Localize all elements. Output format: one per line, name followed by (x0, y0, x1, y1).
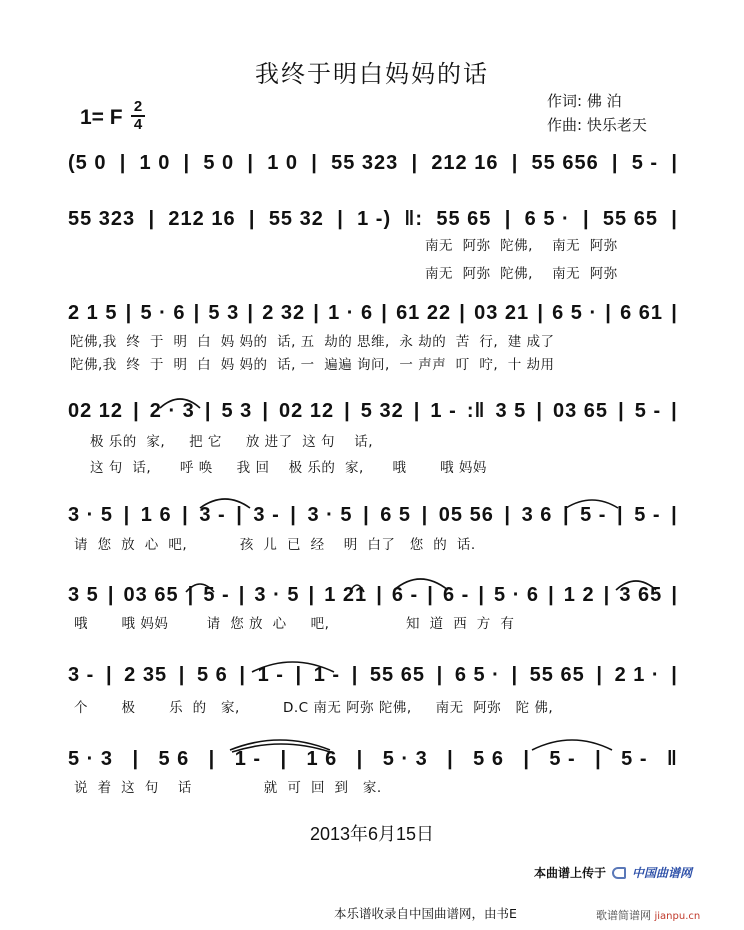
measure-notes: 5 - (634, 504, 661, 526)
bar-line: | (671, 208, 678, 230)
bar-line: | (187, 584, 195, 606)
bar-line: | (356, 748, 364, 770)
bar-line: | (671, 504, 678, 526)
bar-line: ‖: (404, 208, 424, 230)
bar-line: | (618, 400, 625, 422)
bar-line: | (107, 584, 115, 606)
measure-notes: 5 6 (158, 748, 190, 770)
song-title: 我终于明白妈妈的话 (255, 60, 489, 88)
measure-notes: 1 - (234, 748, 262, 770)
lyric-line: 陀佛,我 终 于 明 白 妈 妈的 话, 一 遍遍 询问, 一 声声 叮 咛, 十 劫用 (70, 357, 555, 373)
measure-notes: 1 0 (139, 152, 171, 174)
upload-credit (534, 864, 692, 881)
bar-line: | (536, 400, 543, 422)
bar-line: :‖ (466, 400, 486, 422)
bar-line: | (421, 504, 429, 526)
measure-notes: 55 323 (68, 208, 136, 230)
measure-notes: 3 5 (68, 584, 99, 606)
measure-notes: 2 · 3 (149, 400, 195, 422)
footer-watermark (596, 907, 700, 923)
key-signature: 1= F (80, 106, 123, 129)
measure-notes: 5 · 6 (494, 584, 540, 606)
measure-notes: 3 · 5 (68, 504, 114, 526)
bar-line: | (617, 504, 624, 526)
measure-notes: 3 5 (495, 400, 527, 422)
measure-notes: 2 1 · (614, 664, 660, 686)
measure-notes: 5 - (621, 748, 648, 770)
bar-line: | (671, 400, 678, 422)
bar-line: ‖ (666, 748, 678, 770)
lyric-line: 请 您 放 心 吧, 孩 儿 已 经 明 白了 您 的 话. (74, 537, 476, 553)
measure-notes: 1 6 (306, 748, 338, 770)
measure-notes: 6 61 (620, 302, 664, 324)
bar-line: | (413, 400, 421, 422)
meter-bottom: 4 (133, 116, 143, 133)
measure-notes: 5 3 (221, 400, 253, 422)
bar-line: | (238, 584, 246, 606)
bar-line: | (504, 208, 512, 230)
watermark-site: jianpu.cn (654, 911, 701, 922)
measure-notes: 3 6 (521, 504, 553, 526)
bar-line: | (208, 748, 216, 770)
lyricist-credit: 作词: 佛 泊 (547, 92, 622, 110)
bar-line: | (132, 748, 140, 770)
notation-row (68, 748, 678, 771)
measure-notes: 03 65 (123, 584, 179, 606)
measure-notes: 5 3 (208, 302, 240, 324)
bar-line: | (447, 748, 454, 770)
notation-row (68, 208, 678, 231)
footer-source-note: 本乐谱收录自中国曲谱网，由书E (334, 906, 517, 921)
bar-line: | (504, 504, 512, 526)
bar-line: | (148, 208, 156, 230)
measure-notes: 1 6 (140, 504, 172, 526)
bar-line: | (376, 584, 383, 606)
bar-line: | (262, 400, 269, 422)
measure-notes: 1 2 (563, 584, 595, 606)
upload-label: 本曲谱上传于 (534, 866, 607, 880)
bar-line: | (537, 302, 544, 324)
measure-notes: 5 - (634, 400, 662, 422)
bar-line: | (548, 584, 555, 606)
measure-notes: 5 6 (473, 748, 504, 770)
measure-notes: 55 65 (436, 208, 492, 230)
bar-line: | (290, 504, 297, 526)
bar-line: | (183, 152, 191, 174)
bar-line: | (133, 400, 140, 422)
measure-notes: 5 - (549, 748, 576, 770)
bar-line: | (411, 152, 419, 174)
measure-notes: 55 656 (531, 152, 599, 174)
bar-line: | (611, 152, 619, 174)
bar-line: | (363, 504, 370, 526)
measure-notes: 1 - (430, 400, 457, 422)
measure-notes: 1 · 6 (328, 302, 374, 324)
notation-row (68, 664, 678, 687)
measure-notes: 05 56 (438, 504, 494, 526)
measure-notes: 02 12 (279, 400, 335, 422)
bar-line: | (583, 208, 590, 230)
measure-notes: 1 - (257, 664, 284, 686)
measure-notes: 212 16 (168, 208, 236, 230)
bar-line: | (105, 664, 113, 686)
measure-notes: 5 6 (196, 664, 228, 686)
bar-line: | (511, 664, 519, 686)
bar-line: | (478, 584, 485, 606)
measure-notes: (5 0 (68, 152, 107, 174)
measure-notes: 61 22 (396, 302, 452, 324)
measure-notes: 55 323 (331, 152, 399, 174)
bar-line: | (596, 664, 603, 686)
measure-notes: 6 5 · (524, 208, 570, 230)
bar-line: | (344, 400, 351, 422)
measure-notes: 6 - (391, 584, 419, 606)
measure-notes: 02 12 (68, 400, 124, 422)
measure-notes: 55 65 (602, 208, 658, 230)
bar-line: | (337, 208, 344, 230)
measure-notes: 1 -) (357, 208, 392, 230)
bar-line: | (247, 302, 255, 324)
lyric-line: 个 极 乐 的 家, D.C 南无 阿弥 陀佛, 南无 阿弥 陀 佛, (74, 700, 554, 716)
bar-line: | (671, 152, 678, 174)
measure-notes: 5 · 6 (140, 302, 186, 324)
measure-notes: 55 65 (369, 664, 425, 686)
measure-notes: 03 21 (474, 302, 530, 324)
measure-notes: 5 - (631, 152, 659, 174)
lyric-line: 陀佛,我 终 于 明 白 妈 妈的 话, 五 劫的 思维, 永 劫的 苦 行, 建 成了 (70, 334, 555, 350)
notation-row (68, 400, 678, 423)
measure-notes: 6 5 · (454, 664, 500, 686)
measure-notes: 5 0 (203, 152, 235, 174)
bar-line: | (280, 748, 288, 770)
measure-notes: 3 - (199, 504, 226, 526)
bar-line: | (248, 208, 256, 230)
bar-line: | (595, 748, 602, 770)
bar-line: | (239, 664, 246, 686)
measure-notes: 5 · 3 (68, 748, 114, 770)
bar-line: | (119, 152, 127, 174)
site-logo-icon (612, 867, 626, 879)
lyric-line: 南无 阿弥 陀佛, 南无 阿弥 (425, 266, 618, 282)
bar-line: | (562, 504, 570, 526)
measure-notes: 2 32 (262, 302, 306, 324)
bar-line: | (603, 584, 611, 606)
measure-notes: 3 - (68, 664, 95, 686)
measure-notes: 55 32 (268, 208, 324, 230)
measure-notes: 3 - (253, 504, 280, 526)
lyric-line: 说 着 这 句 话 就 可 回 到 家. (74, 780, 382, 796)
notation-row (68, 152, 678, 175)
measure-notes: 2 35 (124, 664, 168, 686)
site-logo-text: 中国曲谱网 (632, 866, 693, 880)
meter-top: 2 (131, 100, 145, 117)
bar-line: | (204, 400, 212, 422)
bar-line: | (247, 152, 255, 174)
bar-line: | (236, 504, 243, 526)
date-stamp: 2013年6月15日 (309, 824, 435, 844)
bar-line: | (351, 664, 359, 686)
notation-row (68, 504, 678, 527)
bar-line: | (178, 664, 186, 686)
watermark-name: 歌谱简谱网 (596, 909, 651, 922)
bar-line: | (308, 584, 316, 606)
bar-line: | (427, 584, 434, 606)
lyric-line: 极 乐的 家, 把 它 放 进了 这 句 话, (90, 434, 373, 450)
measure-notes: 5 - (203, 584, 230, 606)
composer-credit: 作曲: 快乐老天 (547, 116, 647, 134)
bar-line: | (436, 664, 444, 686)
measure-notes: 5 32 (360, 400, 404, 422)
measure-notes: 55 65 (529, 664, 585, 686)
bar-line: | (193, 302, 201, 324)
bar-line: | (671, 302, 678, 324)
measure-notes: 3 65 (619, 584, 663, 606)
measure-notes: 3 · 5 (307, 504, 353, 526)
measure-notes: 6 5 · (552, 302, 598, 324)
measure-notes: 5 · 3 (382, 748, 428, 770)
measure-notes: 5 - (580, 504, 607, 526)
notation-row (68, 302, 678, 325)
bar-line: | (381, 302, 388, 324)
bar-line: | (459, 302, 466, 324)
measure-notes: 3 · 5 (254, 584, 300, 606)
measure-notes: 1 - (313, 664, 341, 686)
bar-line: | (523, 748, 530, 770)
measure-notes: 6 5 (380, 504, 412, 526)
bar-line: | (311, 152, 318, 174)
bar-line: | (671, 664, 678, 686)
measure-notes: 6 - (442, 584, 470, 606)
bar-line: | (182, 504, 189, 526)
lyric-line: 南无 阿弥 陀佛, 南无 阿弥 (425, 238, 618, 254)
measure-notes: 03 65 (553, 400, 609, 422)
bar-line: | (511, 152, 519, 174)
bar-line: | (605, 302, 612, 324)
measure-notes: 1 21 (324, 584, 368, 606)
measure-notes: 2 1 5 (68, 302, 118, 324)
bar-line: | (123, 504, 131, 526)
notation-row (68, 584, 678, 607)
bar-line: | (313, 302, 320, 324)
bar-line: | (295, 664, 303, 686)
lyric-line: 哦 哦 妈妈 请 您 放 心 吧, 知 道 西 方 有 (74, 616, 515, 632)
bar-line: | (671, 584, 678, 606)
measure-notes: 1 0 (267, 152, 299, 174)
lyric-line: 这 句 话, 呼 唤 我 回 极 乐的 家, 哦 哦 妈妈 (90, 460, 487, 476)
time-signature (131, 100, 145, 132)
bar-line: | (125, 302, 133, 324)
measure-notes: 212 16 (431, 152, 499, 174)
